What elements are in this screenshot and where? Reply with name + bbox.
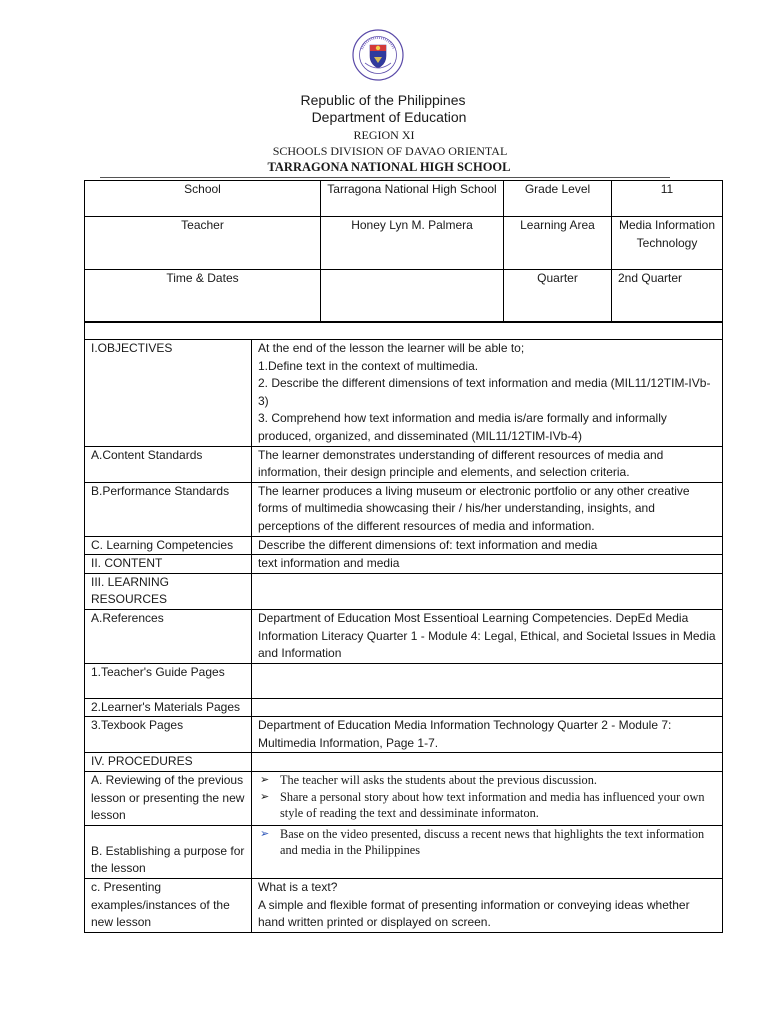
header-region: REGION XI (353, 128, 415, 142)
establishing-purpose-value (252, 825, 723, 878)
establishing-purpose-label: B. Establishing a purpose for the lesson (85, 825, 252, 878)
grade-level-value: 11 (612, 181, 723, 217)
references-value: Department of Education Most Essentioal Learning Competencies. DepEd Media Information Literacy Quarter 1 - Module 4: Legal, Ethical, and Societal Issues in Media and Information (252, 609, 723, 663)
learning-resources-label: III. LEARNING RESOURCES (85, 573, 252, 609)
arrow-bullet-icon: ➢ (260, 789, 270, 803)
textbook-pages-value: Department of Education Media Information Technology Quarter 2 - Module 7: Multimedia Information, Page 1-7. (252, 717, 723, 753)
arrow-bullet-icon: ➢ (260, 826, 270, 840)
learners-materials-label: 2.Learner's Materials Pages (85, 698, 252, 717)
reviewing-label: A. Reviewing of the previous lesson or presenting the new lesson (85, 772, 252, 826)
quarter-label: Quarter (504, 270, 612, 323)
learning-competencies-value: Describe the different dimensions of: text information and media (252, 536, 723, 555)
reviewing-value (252, 772, 723, 826)
references-label: A.References (85, 609, 252, 663)
learning-area-value: Media Information Technology (612, 217, 723, 270)
spacer-row (85, 322, 723, 340)
learning-resources-value (252, 573, 723, 609)
learning-area-label: Learning Area (504, 217, 612, 270)
time-dates-label: Time & Dates (85, 270, 321, 323)
school-label: School (85, 181, 321, 217)
list-item: ➢ The teacher will asks the students about the previous discussion. (260, 773, 597, 788)
quarter-value: 2nd Quarter (612, 270, 723, 323)
objectives-intro: At the end of the lesson the learner will be able to; (258, 341, 525, 355)
objectives-value (252, 340, 723, 447)
presenting-answer: A simple and flexible format of presenting information or conveying ideas whether hand written printed or displayed on screen. (258, 897, 690, 930)
header-divider (100, 177, 670, 178)
teacher-label: Teacher (85, 217, 321, 270)
objective-2: 2. Describe the different dimensions of text information and media (MIL11/12TIM-IVb-3) (258, 376, 711, 408)
teachers-guide-label: 1.Teacher's Guide Pages (85, 663, 252, 698)
presenting-question: What is a text? (258, 880, 338, 895)
time-dates-value (321, 270, 504, 323)
content-value: text information and media (252, 555, 723, 574)
info-table (84, 180, 723, 323)
teachers-guide-value (252, 663, 723, 698)
presenting-examples-label: c. Presenting examples/instances of the new lesson (85, 879, 252, 933)
header-school-name: TARRAGONA NATIONAL HIGH SCHOOL (267, 160, 511, 174)
learning-competencies-label: C. Learning Competencies (85, 536, 252, 555)
header-republic: Republic of the Philippines (300, 92, 466, 108)
procedures-label: IV. PROCEDURES (85, 753, 252, 772)
teacher-value: Honey Lyn M. Palmera (321, 217, 504, 270)
list-item: ➢ Base on the video presented, discuss a recent news that highlights the text information and media in the Philippines (260, 826, 705, 858)
objective-1: 1.Define text in the context of multimedia. (258, 358, 479, 373)
grade-level-label: Grade Level (504, 181, 612, 217)
content-label: II. CONTENT (85, 555, 252, 574)
list-item: ➢ Share a personal story about how text information and media has influenced your own style of reading the text and dessiminate informaton. (260, 789, 705, 821)
objectives-label: I.OBJECTIVES (85, 340, 252, 447)
procedures-value (252, 753, 723, 772)
reviewing-list (258, 772, 716, 822)
lesson-plan-table (84, 321, 723, 933)
content-standards-label: A.Content Standards (85, 446, 252, 482)
content-standards-value: The learner demonstrates understanding of different resources of media and information, their design principle and elements, and selection criteria. (252, 446, 723, 482)
performance-standards-label: B.Performance Standards (85, 482, 252, 536)
performance-standards-value: The learner produces a living museum or electronic portfolio or any other creative forms of multimedia showcasing their / his/her understanding, insights, and perceptions of the different resources of media and information. (252, 482, 723, 536)
header-division: SCHOOLS DIVISION OF DAVAO ORIENTAL (272, 144, 508, 158)
objective-3: 3. Comprehend how text information and media is/are formally and informally produced, organized, and disseminated (MIL11/12TIM-IVb-4) (258, 411, 667, 443)
purpose-list (258, 826, 716, 859)
header-department: Department of Education (311, 109, 467, 125)
arrow-bullet-icon: ➢ (260, 773, 270, 787)
learners-materials-value (252, 698, 723, 717)
school-value: Tarragona National High School (321, 181, 504, 217)
presenting-examples-value (252, 879, 723, 933)
textbook-pages-label: 3.Texbook Pages (85, 717, 252, 753)
deped-seal-logo (352, 29, 404, 81)
